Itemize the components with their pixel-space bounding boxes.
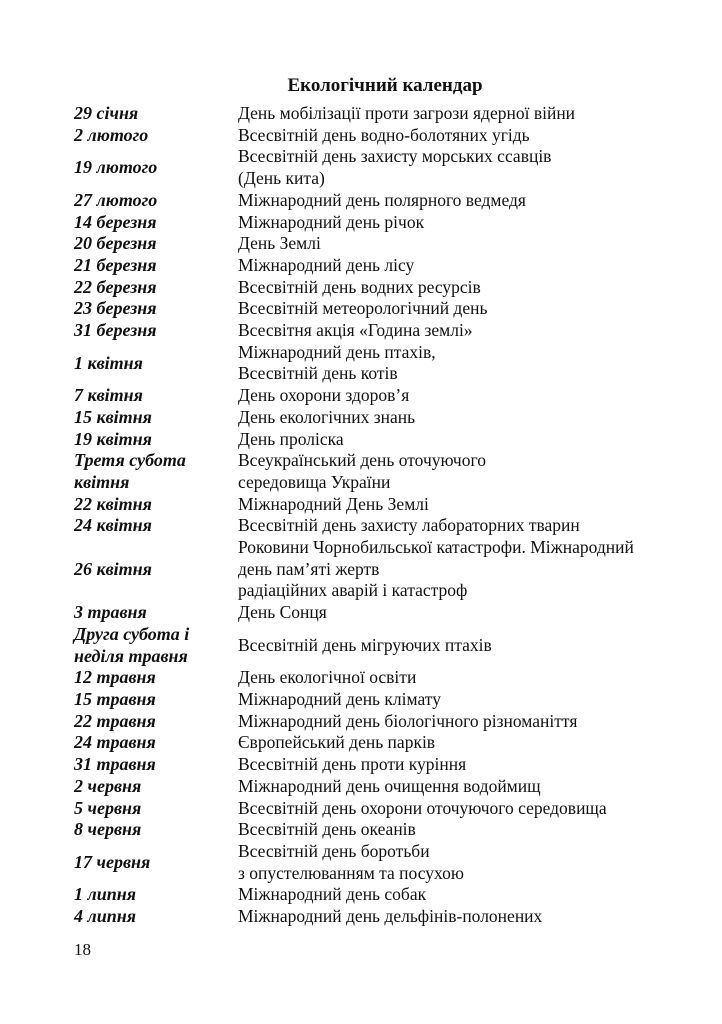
date-line: неділя травня (74, 645, 188, 666)
event-line: Всеукраїнський день оточуючого (238, 450, 486, 471)
calendar-date (74, 429, 238, 451)
calendar-event (238, 819, 684, 841)
calendar-row (74, 711, 684, 733)
date-line: 17 червня (74, 851, 151, 872)
event-line: Міжнародний день дельфінів-полонених (238, 906, 543, 927)
calendar-event (238, 798, 684, 820)
event-line: Міжнародний день клімату (238, 688, 441, 709)
event-line: Міжнародний День Землі (238, 493, 429, 514)
calendar-row (74, 906, 684, 928)
event-line: Всесвітній день водних ресурсів (238, 276, 481, 297)
calendar-date (74, 689, 238, 711)
eco-calendar-table (74, 103, 684, 928)
calendar-date (74, 212, 238, 234)
calendar-date (74, 819, 238, 841)
calendar-row (74, 277, 684, 299)
date-line: 26 квітня (74, 558, 152, 579)
event-line: Міжнародний день птахів, (238, 341, 436, 362)
event-line: Всесвітній день котів (238, 363, 398, 384)
calendar-date (74, 754, 238, 776)
calendar-date (74, 537, 238, 602)
calendar-row (74, 776, 684, 798)
calendar-row (74, 103, 684, 125)
event-line: Всесвітній день захисту морських ссавців (238, 146, 552, 167)
calendar-date (74, 624, 238, 667)
event-line: Всесвітній день мігруючих птахів (238, 634, 492, 655)
calendar-row (74, 819, 684, 841)
calendar-row (74, 298, 684, 320)
event-line: Всесвітній день охорони оточуючого середовища (238, 797, 607, 818)
calendar-date (74, 494, 238, 516)
calendar-row (74, 450, 684, 493)
date-line: 29 січня (74, 103, 139, 123)
calendar-date (74, 906, 238, 928)
calendar-event (238, 125, 684, 147)
calendar-date (74, 798, 238, 820)
calendar-event (238, 494, 684, 516)
calendar-event (238, 385, 684, 407)
event-line: день пам’яті жертв (238, 558, 380, 579)
date-line: 15 травня (74, 688, 156, 709)
calendar-event (238, 624, 684, 667)
date-line: 1 квітня (74, 352, 143, 373)
calendar-date (74, 515, 238, 537)
calendar-date (74, 776, 238, 798)
calendar-event (238, 255, 684, 277)
calendar-row (74, 689, 684, 711)
date-line: Друга субота і (74, 623, 190, 644)
event-line: Всесвітній день захисту лабораторних тварин (238, 515, 580, 536)
calendar-event (238, 732, 684, 754)
calendar-row (74, 602, 684, 624)
date-line: 4 липня (74, 906, 137, 927)
date-line: 19 квітня (74, 428, 152, 449)
calendar-event (238, 689, 684, 711)
event-line: Міжнародний день полярного ведмедя (238, 189, 526, 210)
calendar-row (74, 255, 684, 277)
date-line: 2 червня (74, 775, 142, 796)
calendar-event (238, 450, 684, 493)
calendar-date (74, 450, 238, 493)
date-line: Третя субота (74, 450, 186, 471)
date-line: 2 лютого (74, 124, 149, 145)
date-line: 21 березня (74, 254, 157, 275)
event-line: радіаційних аварій і катастроф (238, 580, 468, 601)
calendar-row (74, 667, 684, 689)
calendar-event (238, 515, 684, 537)
calendar-event (238, 342, 684, 385)
event-line: Європейський день парків (238, 732, 436, 753)
calendar-date (74, 298, 238, 320)
calendar-date (74, 277, 238, 299)
event-line: Роковини Чорнобильської катастрофи. Міжнародний (238, 537, 634, 558)
calendar-date (74, 667, 238, 689)
date-line: 14 березня (74, 211, 157, 232)
calendar-event (238, 103, 684, 125)
page-title: Екологічний календар (287, 75, 483, 96)
calendar-date (74, 320, 238, 342)
event-line: День проліска (238, 428, 344, 449)
event-line: Міжнародний день біологічного різноманіття (238, 710, 578, 731)
event-line: Міжнародний день очищення водоймищ (238, 775, 541, 796)
date-line: 22 березня (74, 276, 157, 297)
date-line: 19 лютого (74, 157, 158, 178)
event-line: День екологічної освіти (238, 667, 417, 688)
calendar-date (74, 233, 238, 255)
date-line: 12 травня (74, 667, 156, 688)
event-line: Всесвітній метеорологічний день (238, 298, 488, 319)
event-line: середовища України (238, 471, 391, 492)
calendar-event (238, 754, 684, 776)
calendar-event (238, 190, 684, 212)
calendar-event (238, 776, 684, 798)
calendar-date (74, 103, 238, 125)
calendar-row (74, 494, 684, 516)
date-line: 3 травня (74, 602, 147, 623)
calendar-row (74, 429, 684, 451)
event-line: Всесвітня акція «Година землі» (238, 320, 473, 341)
calendar-event (238, 429, 684, 451)
date-line: 1 липня (74, 884, 137, 905)
date-line: 8 червня (74, 819, 142, 840)
calendar-event (238, 277, 684, 299)
calendar-row (74, 342, 684, 385)
calendar-event (238, 298, 684, 320)
event-line: (День кита) (238, 168, 325, 189)
calendar-date (74, 190, 238, 212)
calendar-row (74, 385, 684, 407)
calendar-event (238, 906, 684, 928)
event-line: День охорони здоров’я (238, 385, 410, 406)
date-line: квітня (74, 471, 130, 492)
calendar-date (74, 146, 238, 189)
event-line: День Сонця (238, 602, 327, 623)
calendar-date (74, 602, 238, 624)
date-line: 22 травня (74, 710, 156, 731)
calendar-row (74, 233, 684, 255)
date-line: 7 квітня (74, 385, 143, 406)
event-line: Всесвітній день проти куріння (238, 754, 467, 775)
calendar-row (74, 884, 684, 906)
date-line: 27 лютого (74, 189, 158, 210)
calendar-event (238, 537, 684, 602)
calendar-body (74, 103, 684, 928)
event-line: Міжнародний день собак (238, 884, 427, 905)
calendar-event (238, 212, 684, 234)
calendar-row (74, 798, 684, 820)
calendar-row (74, 146, 684, 189)
calendar-event (238, 711, 684, 733)
calendar-row (74, 515, 684, 537)
calendar-row (74, 841, 684, 884)
event-line: Всесвітній день океанів (238, 819, 416, 840)
calendar-event (238, 233, 684, 255)
date-line: 5 червня (74, 797, 142, 818)
calendar-row (74, 537, 684, 602)
calendar-row (74, 190, 684, 212)
event-line: День мобілізації проти загрози ядерної війни (238, 103, 576, 123)
calendar-row (74, 732, 684, 754)
date-line: 24 травня (74, 732, 156, 753)
event-line: Всесвітній день боротьби (238, 840, 430, 861)
calendar-date (74, 732, 238, 754)
calendar-date (74, 407, 238, 429)
calendar-date (74, 884, 238, 906)
calendar-row (74, 212, 684, 234)
date-line: 22 квітня (74, 493, 152, 514)
calendar-event (238, 407, 684, 429)
calendar-row (74, 407, 684, 429)
date-line: 15 квітня (74, 406, 152, 427)
calendar-row (74, 125, 684, 147)
calendar-event (238, 841, 684, 884)
calendar-row (74, 624, 684, 667)
calendar-date (74, 385, 238, 407)
event-line: з опустелюванням та посухою (238, 862, 464, 883)
calendar-event (238, 884, 684, 906)
calendar-date (74, 255, 238, 277)
event-line: День екологічних знань (238, 406, 416, 427)
event-line: Всесвітній день водно-болотяних угідь (238, 124, 530, 145)
event-line: День Землі (238, 233, 321, 254)
calendar-event (238, 320, 684, 342)
calendar-row (74, 754, 684, 776)
date-line: 31 березня (74, 320, 157, 341)
date-line: 20 березня (74, 233, 157, 254)
calendar-date (74, 342, 238, 385)
calendar-date (74, 125, 238, 147)
event-line: Міжнародний день річок (238, 211, 425, 232)
calendar-row (74, 320, 684, 342)
calendar-event (238, 602, 684, 624)
date-line: 31 травня (74, 754, 156, 775)
calendar-event (238, 146, 684, 189)
date-line: 23 березня (74, 298, 157, 319)
calendar-date (74, 711, 238, 733)
page-number: 18 (74, 940, 91, 959)
calendar-event (238, 667, 684, 689)
event-line: Міжнародний день лісу (238, 254, 415, 275)
date-line: 24 квітня (74, 515, 152, 536)
calendar-date (74, 841, 238, 884)
